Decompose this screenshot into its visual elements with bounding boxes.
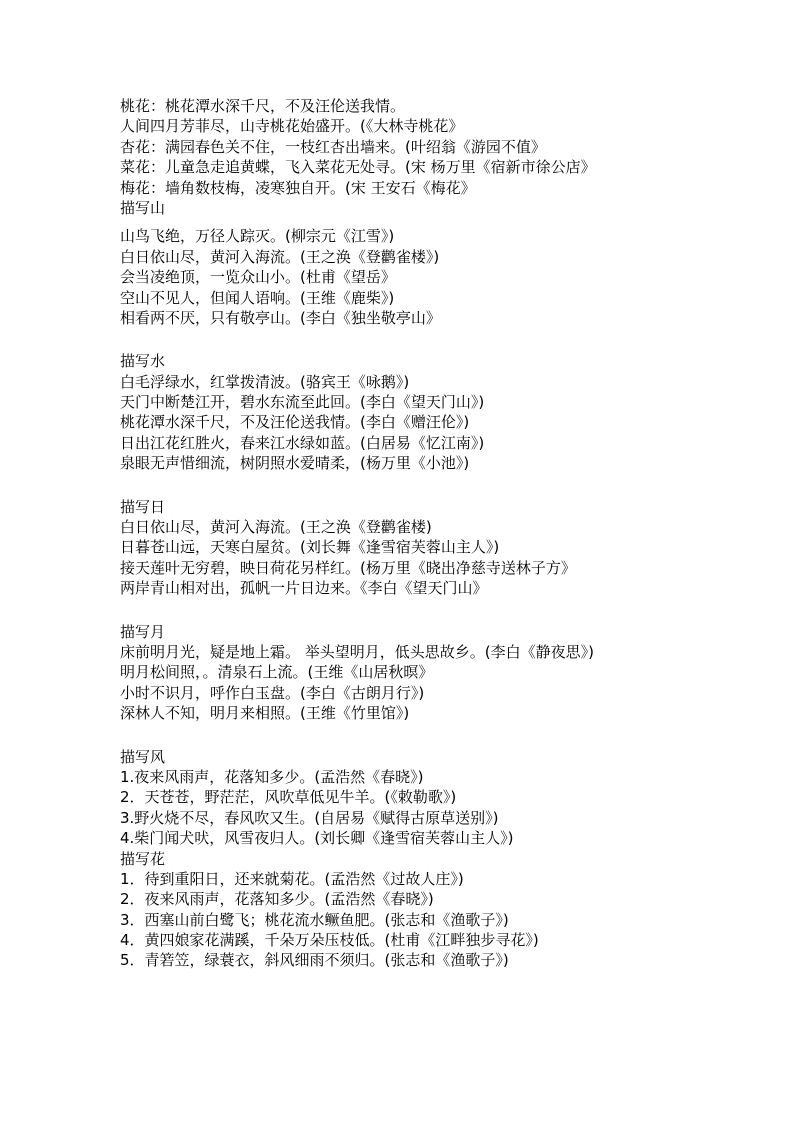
text-line: 杏花：满园春色关不住，一枝红杏出墙来。(叶绍翁《游园不值》 xyxy=(120,137,546,156)
text-line: 相看两不厌，只有敬亭山。(李白《独坐敬亭山》 xyxy=(120,308,441,327)
section-heading: 描写月 xyxy=(120,622,166,641)
text-line: 人间四月芳菲尽，山寺桃花始盛开。(《大林寺桃花》 xyxy=(120,117,464,136)
document-page xyxy=(120,96,760,971)
text-line: 梅花：墙角数枝梅，凌寒独自开。(宋 王安石《梅花》 xyxy=(120,178,476,197)
text-line: 白日依山尽，黄河入海流。(王之涣《登鹳雀楼) xyxy=(120,518,432,537)
text-line: 日出江花红胜火，春来江水绿如蓝。(白居易《忆江南》) xyxy=(120,433,485,452)
section-moon xyxy=(120,622,760,724)
text-line: 天门中断楚江开，碧水东流至此回。(李白《望天门山》) xyxy=(120,393,485,412)
text-line: 菜花：儿童急走追黄蝶，飞入菜花无处寻。(宋 杨万里《宿新市徐公店》 xyxy=(120,158,596,177)
text-line: 4.柴门闻犬吠，风雪夜归人。(刘长卿《逢雪宿芙蓉山主人》) xyxy=(120,829,514,848)
text-line: 1.夜来风雨声，花落知多少。(孟浩然《春晓》) xyxy=(120,767,424,786)
text-line: 两岸青山相对出，孤帆一片日边来。《李白《望天门山》 xyxy=(120,579,488,598)
text-line: 2．天苍苍，野茫茫，风吹草低见牛羊。(《敕勒歌》) xyxy=(120,788,457,807)
text-line: 桃花潭水深千尺，不及汪伦送我情。(李白《赠汪伦》) xyxy=(120,413,470,432)
text-line: 会当凌绝顶，一览众山小。(杜甫《望岳》 xyxy=(120,268,396,287)
text-line: 桃花：桃花潭水深千尺，不及汪伦送我情。 xyxy=(120,97,406,115)
text-line: 白毛浮绿水，红掌拨清波。(骆宾王《咏鹅》) xyxy=(120,372,410,391)
section-heading: 描写风 xyxy=(120,747,166,766)
text-line: 接天莲叶无穷碧，映日荷花另样红。(杨万里《晓出净慈寺送林子方》 xyxy=(120,558,576,577)
text-line: 明月松间照，。清泉石上流。(王维《山居秋暝》 xyxy=(120,663,434,682)
text-line: 4．黄四娘家花满蹊，千朵万朵压枝低。(杜甫《江畔独步寻花》) xyxy=(120,931,539,950)
section-heading: 描写花 xyxy=(120,849,166,868)
section-wind xyxy=(120,747,760,849)
section-flower xyxy=(120,849,760,971)
text-line: 山鸟飞绝，万径人踪灭。(柳宗元《江雪》) xyxy=(120,227,395,246)
text-line: 深林人不知，明月来相照。(王维《竹里馆》) xyxy=(120,704,410,723)
text-line: 1．待到重阳日，还来就菊花。(孟浩然《过故人庄》) xyxy=(120,869,464,888)
section-sun xyxy=(120,497,760,599)
section-heading: 描写日 xyxy=(120,497,166,516)
text-line: 3.野火烧不尽，春风吹又生。(自居易《赋得古原草送别》) xyxy=(120,808,499,827)
text-line: 泉眼无声惜细流，树阴照水爱晴柔，(杨万里《小池》) xyxy=(120,454,470,473)
section-water xyxy=(120,351,760,473)
flowers-intro-block xyxy=(120,96,760,198)
section-mountain xyxy=(120,198,760,328)
section-heading: 描写山 xyxy=(120,198,166,217)
section-heading: 描写水 xyxy=(120,352,166,371)
text-line: 白日依山尽，黄河入海流。(王之涣《登鹳雀楼》) xyxy=(120,247,440,266)
text-line: 2．夜来风雨声，花落知多少。(孟浩然《春晓》) xyxy=(120,890,434,909)
text-line: 床前明月光，疑是地上霜。 举头望明月，低头思故乡。(李白《静夜思》) xyxy=(120,642,594,661)
text-line: 3．西塞山前白鹭飞；桃花流水鳜鱼肥。(张志和《渔歌子》) xyxy=(120,910,509,929)
text-line: 小时不识月，呼作白玉盘。(李白《古朗月行》) xyxy=(120,683,425,702)
text-line: 5．青箬笠，绿蓑衣，斜风细雨不须归。(张志和《渔歌子》) xyxy=(120,951,509,970)
text-line: 日暮苍山远，天寒白屋贫。(刘长舞《逢雪宿芙蓉山主人》) xyxy=(120,538,500,557)
text-line: 空山不见人，但闻人语响。(王维《鹿柴》) xyxy=(120,288,395,307)
